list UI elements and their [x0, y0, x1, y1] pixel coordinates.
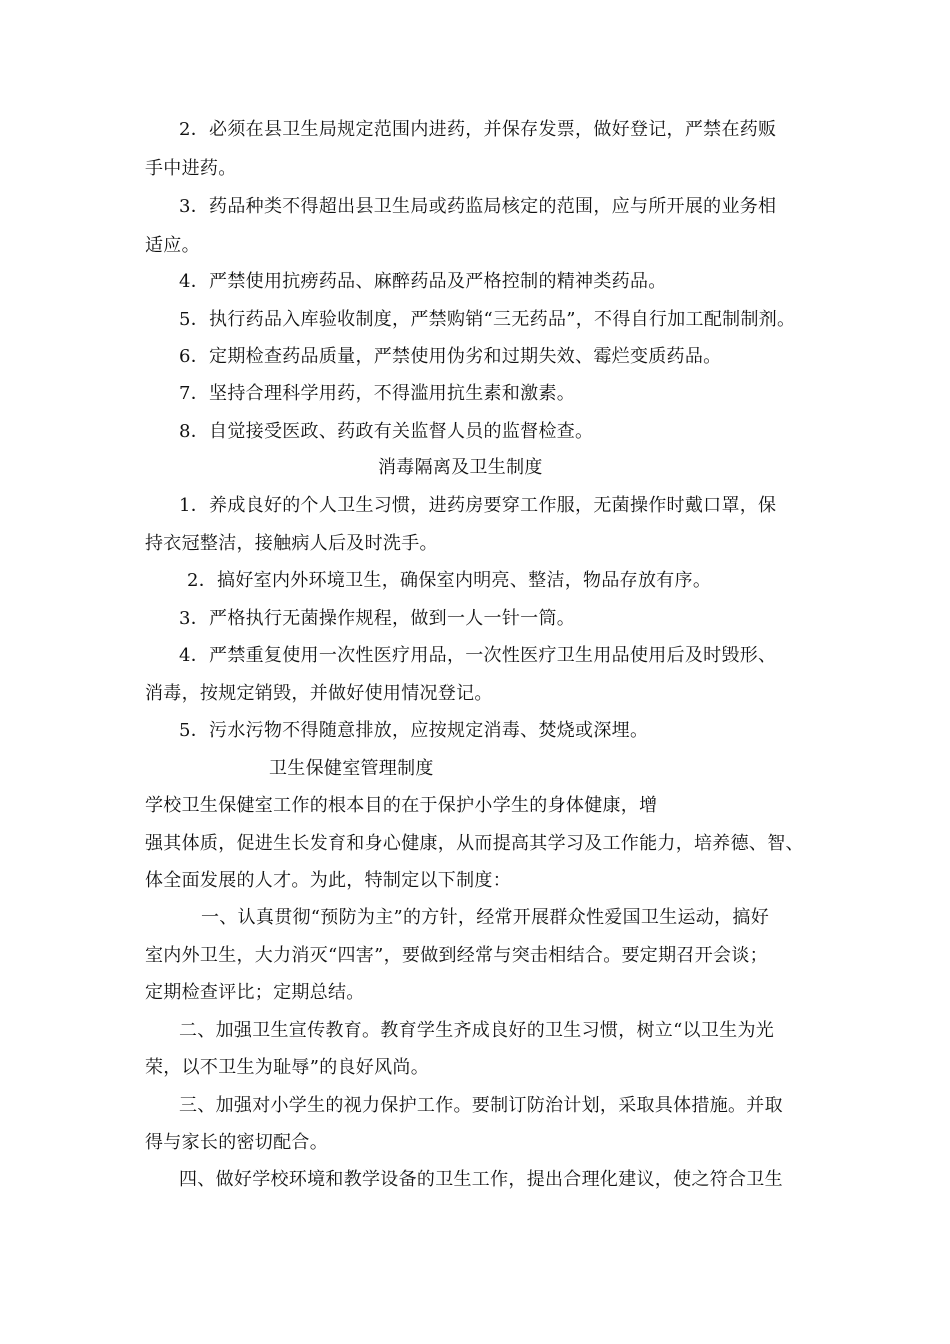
rule-3-line-2: 适应。	[145, 235, 200, 256]
disinfection-rule-2: 2．搞好室内外环境卫生，确保室内明亮、整洁，物品存放有序。	[187, 570, 712, 591]
health-rule-1-line-2: 室内外卫生，大力消灭“四害”，要做到经常与突击相结合。要定期召开会谈；	[145, 945, 768, 966]
rule-6: 6．定期检查药品质量，严禁使用伪劣和过期失效、霉烂变质药品。	[179, 346, 722, 367]
rule-5: 5．执行药品入库验收制度，严禁购销“三无药品”，不得自行加工配制制剂。	[179, 309, 796, 330]
disinfection-rule-4-line-2: 消毒，按规定销毁，并做好使用情况登记。	[145, 683, 493, 704]
disinfection-rule-1-line-2: 持衣冠整洁，接触病人后及时洗手。	[145, 533, 438, 554]
health-rule-4-line-1: 四、做好学校环境和教学设备的卫生工作，提出合理化建议，使之符合卫生	[179, 1169, 783, 1190]
section-title-disinfection: 消毒隔离及卫生制度	[378, 457, 543, 478]
rule-2-line-2: 手中进药。	[145, 158, 237, 179]
health-rule-1-line-1: 一、认真贯彻“预防为主”的方针，经常开展群众性爱国卫生运动，搞好	[201, 907, 770, 928]
health-rule-1-line-3: 定期检查评比；定期总结。	[145, 982, 365, 1003]
health-rule-3-line-2: 得与家长的密切配合。	[145, 1132, 328, 1153]
rule-3-line-1: 3．药品种类不得超出县卫生局或药监局核定的范围，应与所开展的业务相	[179, 196, 777, 217]
rule-7: 7．坚持合理科学用药，不得滥用抗生素和激素。	[179, 383, 576, 404]
rule-2-line-1: 2．必须在县卫生局规定范围内进药，并保存发票，做好登记，严禁在药贩	[179, 119, 777, 140]
disinfection-rule-4-line-1: 4．严禁重复使用一次性医疗用品，一次性医疗卫生用品使用后及时毁形、	[179, 645, 777, 666]
health-rule-3-line-1: 三、加强对小学生的视力保护工作。要制订防治计划，采取具体措施。并取	[179, 1095, 783, 1116]
disinfection-rule-3: 3．严格执行无菌操作规程，做到一人一针一筒。	[179, 608, 576, 629]
rule-8: 8．自觉接受医政、药政有关监督人员的监督检查。	[179, 421, 594, 442]
intro-line-1: 学校卫生保健室工作的根本目的在于保护小学生的身体健康，增	[145, 795, 658, 816]
disinfection-rule-5: 5．污水污物不得随意排放，应按规定消毒、焚烧或深埋。	[179, 720, 649, 741]
health-rule-2-line-1: 二、加强卫生宣传教育。教育学生齐成良好的卫生习惯，树立“以卫生为光	[179, 1020, 775, 1041]
health-rule-2-line-2: 荣，以不卫生为耻辱”的良好风尚。	[145, 1057, 430, 1078]
intro-line-2: 强其体质，促进生长发育和身心健康，从而提高其学习及工作能力，培养德、智、	[145, 833, 804, 854]
section-title-health-room: 卫生保健室管理制度	[269, 758, 434, 779]
rule-4: 4．严禁使用抗痨药品、麻醉药品及严格控制的精神类药品。	[179, 271, 667, 292]
intro-line-3: 体全面发展的人才。为此，特制定以下制度：	[145, 870, 511, 891]
disinfection-rule-1-line-1: 1．养成良好的个人卫生习惯，进药房要穿工作服，无菌操作时戴口罩，保	[179, 495, 777, 516]
